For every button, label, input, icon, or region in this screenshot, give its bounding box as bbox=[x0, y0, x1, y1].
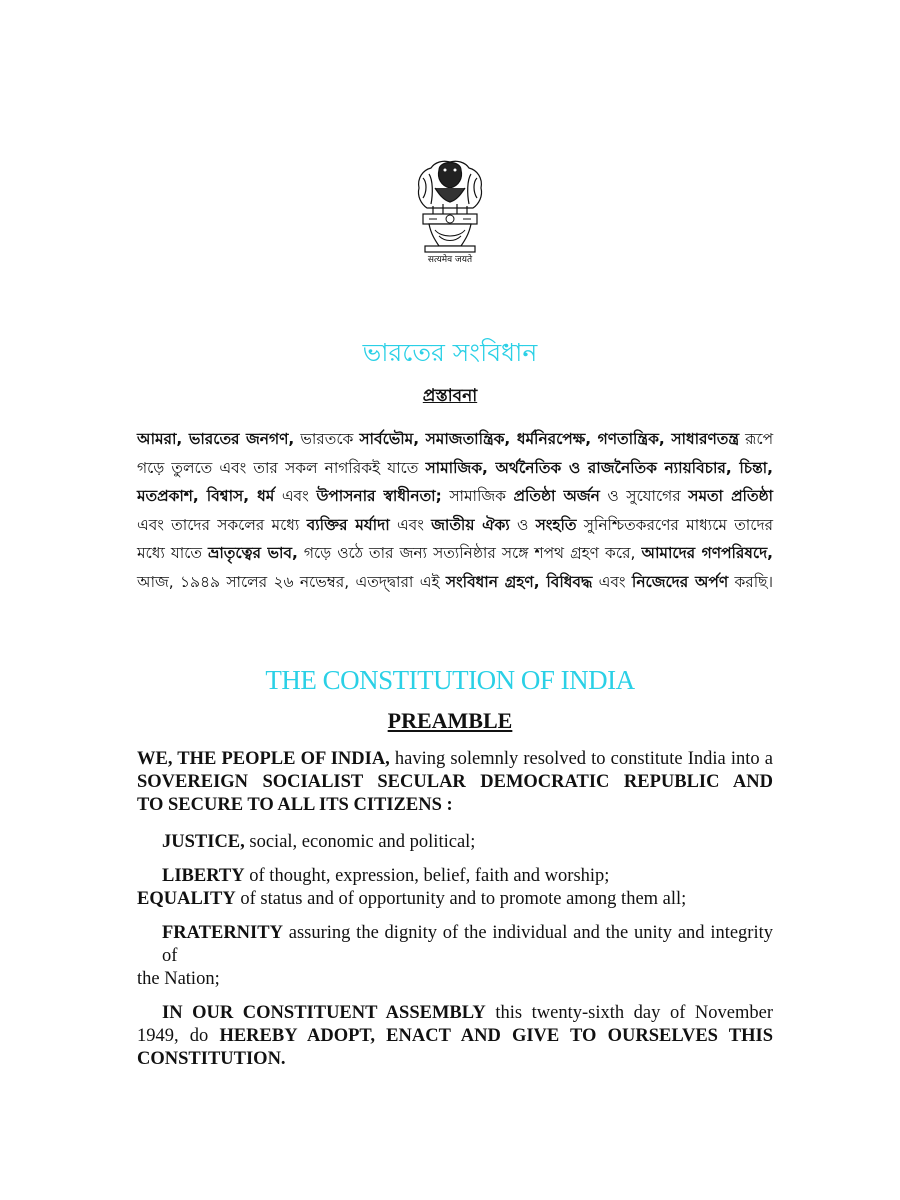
bn-seg: নিজেদের অর্পণ bbox=[631, 572, 729, 591]
bn-seg: সামাজিক bbox=[441, 487, 514, 506]
fraternity-clause-line-2: the Nation; bbox=[137, 969, 220, 989]
bn-seg: জাতীয় ঐক্য bbox=[431, 515, 510, 534]
bn-seg: আমাদের গণপরিষদে, bbox=[641, 544, 773, 563]
bn-seg: গড়ে তুলতে এবং তার সকল নাগরিকই যাতে bbox=[137, 458, 426, 477]
bold-run: HEREBY ADOPT, ENACT AND GIVE TO OURSELVES THIS bbox=[219, 1026, 774, 1046]
bold-run: FRATERNITY bbox=[162, 923, 283, 943]
bold-run: WE, THE PEOPLE OF INDIA, bbox=[137, 749, 390, 769]
bn-seg: ভ্রাতৃত্বের ভাব, bbox=[208, 544, 298, 563]
english-title: THE CONSTITUTION OF INDIA bbox=[265, 665, 635, 695]
bold-run: JUSTICE, bbox=[162, 832, 245, 852]
bengali-preamble-text bbox=[137, 425, 773, 597]
bn-seg: মধ্যে যাতে bbox=[137, 544, 209, 563]
bn-seg: এবং bbox=[592, 572, 632, 591]
bn-seg: করছি। bbox=[728, 572, 773, 591]
bold-run: EQUALITY bbox=[137, 889, 236, 909]
assembly-line-2 bbox=[137, 1025, 773, 1048]
bn-seg: সংবিধান গ্রহণ, বিধিবদ্ধ bbox=[445, 572, 593, 591]
bn-seg: সুনিশ্চিতকরণের মাধ্যমে তাদের bbox=[576, 515, 774, 534]
bn-seg: ও bbox=[509, 515, 536, 534]
bold-run: IN OUR CONSTITUENT ASSEMBLY bbox=[162, 1003, 486, 1023]
bengali-line bbox=[137, 568, 773, 597]
assembly-line-1 bbox=[137, 1002, 773, 1025]
intro-line-2: SOVEREIGN SOCIALIST SECULAR DEMOCRATIC REPUBLIC AND bbox=[137, 772, 773, 792]
bn-seg: সার্বভৌম, সমাজতান্ত্রিক, ধর্মনিরপেক্ষ, গণতান্ত্রিক, সাধারণতন্ত্র bbox=[359, 430, 740, 448]
bengali-line bbox=[137, 454, 773, 483]
equality-clause bbox=[137, 888, 773, 911]
text-run: assuring the dignity of the individual and the unity and integrity of bbox=[162, 923, 773, 966]
bengali-line bbox=[137, 539, 773, 568]
bn-seg: ভারতকে bbox=[294, 430, 360, 448]
motto-text: सत्यमेव जयते bbox=[427, 255, 473, 265]
text-run: of status and of opportunity and to promote among them all; bbox=[235, 889, 687, 909]
text-run: this twenty-sixth day of November bbox=[485, 1003, 773, 1023]
bn-seg: এবং তাদের সকলের মধ্যে bbox=[137, 515, 307, 534]
bn-seg: আমরা, ভারতের জনগণ, bbox=[137, 430, 295, 448]
text-run: of thought, expression, belief, faith and worship; bbox=[244, 866, 610, 886]
bn-seg: সমতা প্রতিষ্ঠা bbox=[688, 487, 773, 506]
bengali-line bbox=[137, 482, 773, 511]
bn-seg: সংহতি bbox=[535, 515, 577, 534]
text-run: 1949, do bbox=[137, 1026, 220, 1046]
national-emblem-icon bbox=[409, 148, 491, 266]
bengali-preamble-heading: প্রস্তাবনা bbox=[422, 386, 478, 406]
english-preamble-heading: PREAMBLE bbox=[387, 708, 513, 733]
justice-clause bbox=[137, 831, 773, 854]
fraternity-clause-line-1 bbox=[137, 922, 773, 968]
text-run: having solemnly resolved to constitute India into a bbox=[389, 749, 773, 769]
bn-seg: সামাজিক, অর্থনৈতিক ও রাজনৈতিক ন্যায়বিচার, চিন্তা, bbox=[425, 458, 773, 477]
intro-line-3: TO SECURE TO ALL ITS CITIZENS : bbox=[137, 795, 453, 815]
bold-run: LIBERTY bbox=[162, 866, 245, 886]
liberty-clause bbox=[137, 865, 773, 888]
bn-seg: গড়ে ওঠে তার জন্য সত্যনিষ্ঠার সঙ্গে শপথ গ্রহণ করে, bbox=[297, 544, 642, 563]
bn-seg: প্রতিষ্ঠা অর্জন bbox=[513, 487, 600, 506]
bengali-title: ভারতের সংবিধান bbox=[362, 338, 538, 367]
bn-seg: ব্যক্তির মর্যাদা bbox=[306, 515, 390, 534]
bn-seg: মতপ্রকাশ, বিশ্বাস, ধর্ম bbox=[137, 487, 275, 506]
intro-line-1 bbox=[137, 748, 773, 771]
text-run: social, economic and political; bbox=[244, 832, 476, 852]
bn-seg: ও সুযোগের bbox=[599, 487, 689, 506]
bengali-line bbox=[137, 425, 773, 454]
bn-seg: আজ, ১৯৪৯ সালের ২৬ নভেম্বর, এতদ্দ্বারা এই bbox=[137, 572, 446, 591]
bn-seg: উপাসনার স্বাধীনতা; bbox=[316, 487, 442, 506]
bengali-line bbox=[137, 511, 773, 540]
english-preamble-text bbox=[137, 748, 773, 1071]
bn-seg: এবং bbox=[274, 487, 317, 506]
bn-seg: এবং bbox=[389, 515, 432, 534]
assembly-line-3: CONSTITUTION. bbox=[137, 1049, 286, 1069]
bn-seg: রূপে bbox=[739, 430, 774, 448]
